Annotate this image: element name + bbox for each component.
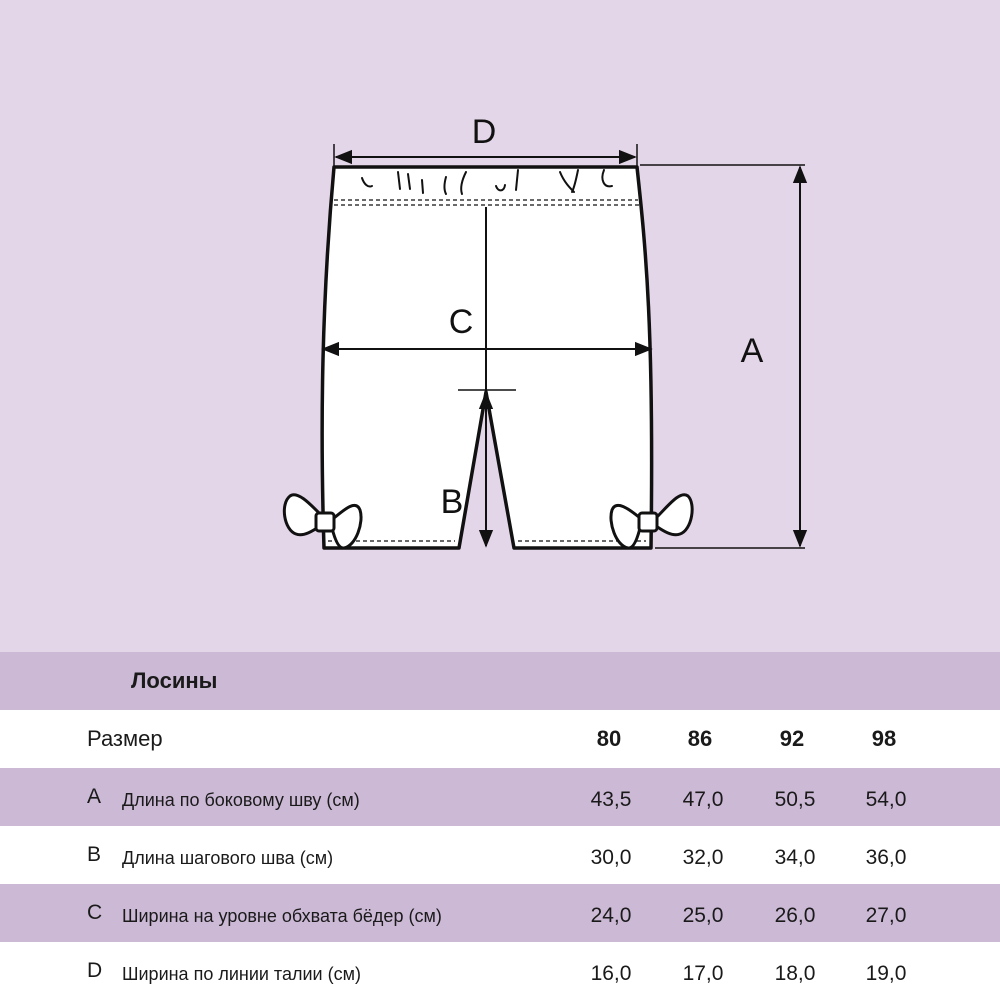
dimension-d <box>334 113 637 167</box>
table-row <box>0 942 1000 1000</box>
row-value: 34,0 <box>774 846 816 869</box>
table-title-row <box>0 652 1000 710</box>
row-value: 47,0 <box>682 788 724 811</box>
row-value: 50,5 <box>774 788 816 811</box>
row-value: 25,0 <box>682 904 724 927</box>
row-value: 36,0 <box>865 846 907 869</box>
row-value: 54,0 <box>865 788 907 811</box>
row-value: 16,0 <box>590 962 632 985</box>
row-value: 30,0 <box>590 846 632 869</box>
row-letter: A <box>87 785 102 808</box>
dimension-a <box>640 165 805 548</box>
row-value: 19,0 <box>865 962 907 985</box>
dimension-label-d: D <box>471 113 497 151</box>
size-header: 92 <box>779 726 805 751</box>
size-header: 98 <box>871 726 897 751</box>
size-header: 86 <box>687 726 713 751</box>
dimension-label-b: B <box>440 483 464 521</box>
row-value: 26,0 <box>774 904 816 927</box>
row-value: 24,0 <box>590 904 632 927</box>
size-label: Размер <box>87 726 163 751</box>
row-value: 27,0 <box>865 904 907 927</box>
row-letter: C <box>87 901 103 924</box>
table-row <box>0 826 1000 884</box>
row-letter: D <box>87 959 103 982</box>
dimension-label-c: C <box>448 303 474 341</box>
row-value: 17,0 <box>682 962 724 985</box>
size-table <box>0 652 1000 1000</box>
size-header: 80 <box>596 726 622 751</box>
table-row <box>0 768 1000 826</box>
row-value: 32,0 <box>682 846 724 869</box>
row-value: 43,5 <box>590 788 632 811</box>
row-description: Длина шагового шва (см) <box>122 848 334 868</box>
table-title: Лосины <box>131 668 218 693</box>
row-value: 18,0 <box>774 962 816 985</box>
row-letter: B <box>87 843 102 866</box>
table-row <box>0 884 1000 942</box>
row-description: Ширина по линии талии (см) <box>122 964 361 984</box>
row-description: Ширина на уровне обхвата бёдер (см) <box>122 906 442 926</box>
row-description: Длина по боковому шву (см) <box>122 790 360 810</box>
table-header-row <box>0 710 1000 768</box>
dimension-label-a: A <box>740 332 764 370</box>
